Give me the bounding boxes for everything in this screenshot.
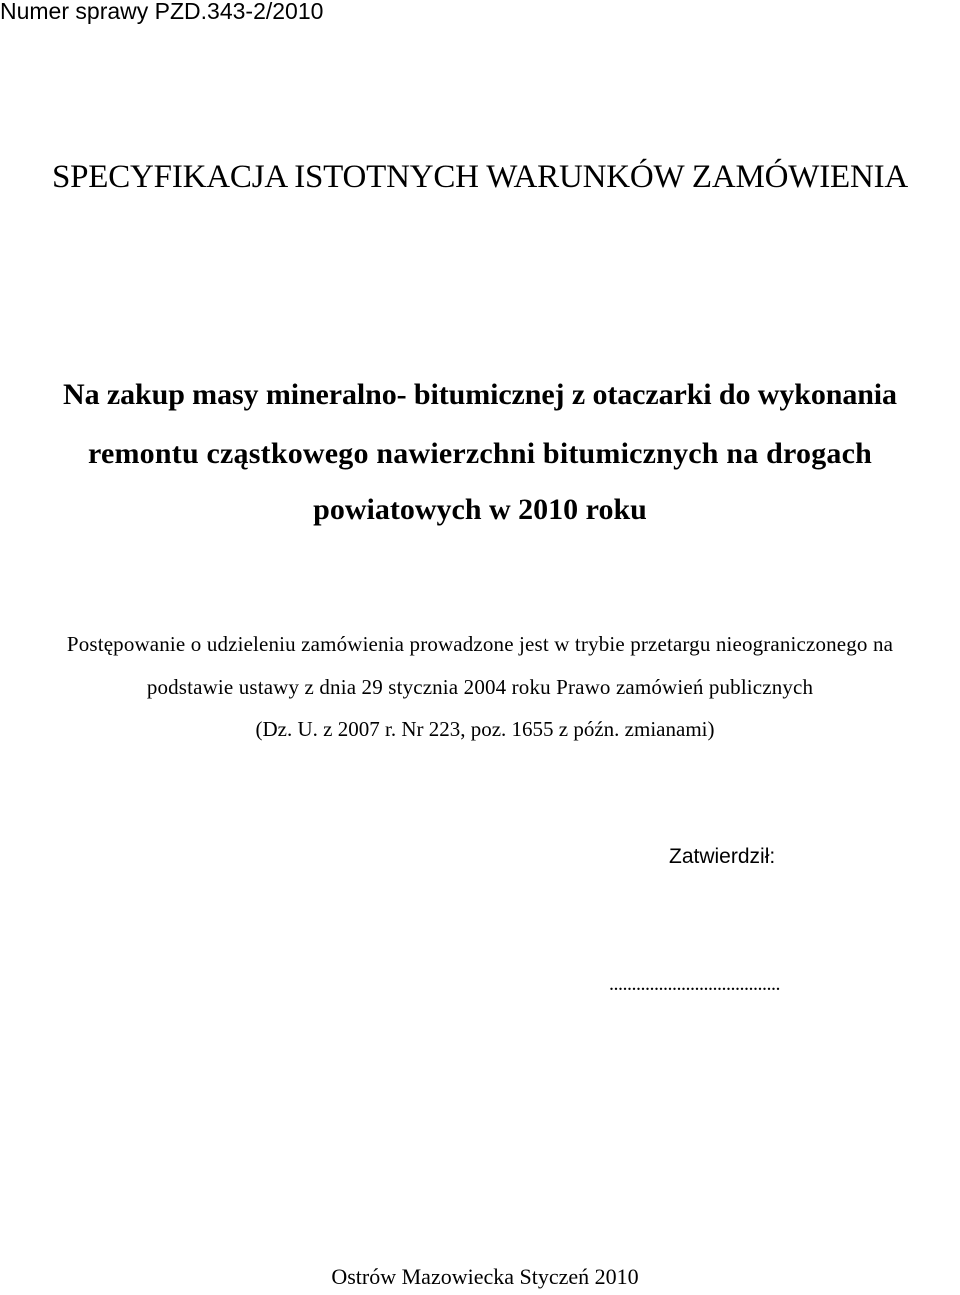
document-title: SPECYFIKACJA ISTOTNYCH WARUNKÓW ZAMÓWIENIA [51, 159, 909, 195]
procedure-line-2: podstawie ustawy z dnia 29 stycznia 2004 roku Prawo zamówień publicznych [146, 675, 814, 699]
signature-line: ...................................... [609, 973, 780, 995]
place-and-date: Ostrów Mazowiecka Styczeń 2010 [331, 1264, 639, 1289]
subject-line-1: Na zakup masy mineralno- bitumicznej z otaczarki do wykonania [63, 378, 897, 411]
procedure-line-1: Postępowanie o udzieleniu zamówienia prowadzone jest w trybie przetargu nieograniczonego na [66, 632, 894, 656]
approval-label: Zatwierdził: [669, 845, 776, 868]
subject-line-2: remontu cząstkowego nawierzchni bitumicznych na drogach [87, 437, 873, 470]
case-number: Numer sprawy PZD.343-2/2010 [0, 0, 324, 24]
subject-line-3: powiatowych w 2010 roku [313, 493, 647, 526]
procedure-line-3: (Dz. U. z 2007 r. Nr 223, poz. 1655 z późn. zmianami) [255, 717, 715, 741]
